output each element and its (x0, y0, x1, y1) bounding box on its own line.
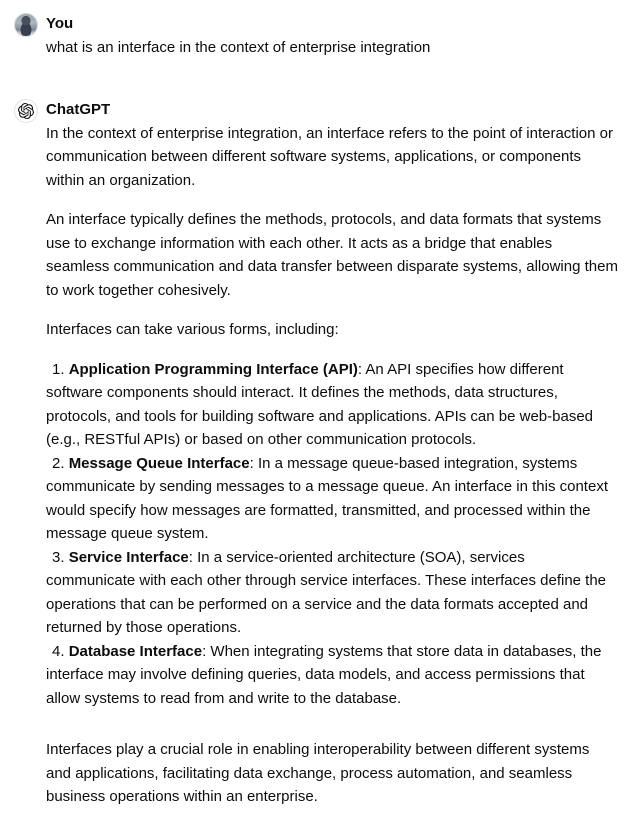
assistant-paragraph: An interface typically defines the methods, protocols, and data formats that systems use to exchange information with each other. It acts as a bridge that enables seamless communication and data transfer between disparate systems, allowing them to work together cohesively. (46, 211, 618, 299)
assistant-paragraph: Interfaces can take various forms, including: (46, 321, 339, 338)
assistant-closing-paragraph: Interfaces play a crucial role in enabling interoperability between different systems and applications, facilitating data exchange, process automation, and seamless business operations within an enterprise. (46, 741, 590, 805)
list-item (46, 640, 618, 711)
list-item (46, 358, 618, 452)
list-item-number: 2. (52, 454, 69, 472)
list-item-number: 1. (52, 360, 69, 378)
user-photo-avatar (14, 13, 38, 37)
user-message-content (46, 12, 618, 60)
numbered-list (46, 358, 618, 711)
list-item-text: : When integrating systems that store data in databases, the interface may involve defining queries, data models, and access permissions that allow systems to read from and write to the database. (46, 642, 602, 707)
list-item-title: Service Interface (68, 548, 189, 566)
list-item-title: Message Queue Interface (68, 454, 250, 472)
openai-logo-icon (14, 99, 38, 123)
user-sender-name: You (46, 15, 74, 32)
list-item (46, 452, 618, 546)
user-avatar-column (14, 12, 42, 60)
assistant-message-content (46, 98, 618, 809)
assistant-sender-name: ChatGPT (46, 100, 111, 118)
assistant-avatar-column (14, 98, 42, 809)
list-item-text: : An API specifies how different software components should interact. It defines the methods, data structures, protocols, and tools for building software and applications. APIs can be web-based (e.g., RESTful APIs) or based on other communication protocols. (46, 360, 594, 448)
assistant-message-body (46, 122, 618, 809)
user-message-text: what is an interface in the context of enterprise integration (46, 39, 431, 56)
list-item-number: 4. (52, 642, 69, 660)
list-item (46, 546, 618, 640)
assistant-message (14, 98, 618, 809)
list-item-number: 3. (52, 548, 69, 566)
list-item-title: Application Programming Interface (API) (68, 360, 358, 378)
assistant-paragraph: In the context of enterprise integration, an interface refers to the point of interaction or communication between different software systems, applications, or components within an organization. (46, 124, 613, 189)
list-item-text: : In a service-oriented architecture (SOA), services communicate with each other through service interfaces. These interfaces define the operations that can be performed on a service and the data formats accepted and returned by those operations. (46, 548, 607, 636)
list-item-text: : In a message queue-based integration, systems communicate by sending messages to a message queue. An interface in this context would specify how messages are formatted, transmitted, and processed within the message queue system. (46, 454, 608, 542)
user-message (14, 12, 618, 60)
list-item-title: Database Interface (68, 642, 203, 660)
